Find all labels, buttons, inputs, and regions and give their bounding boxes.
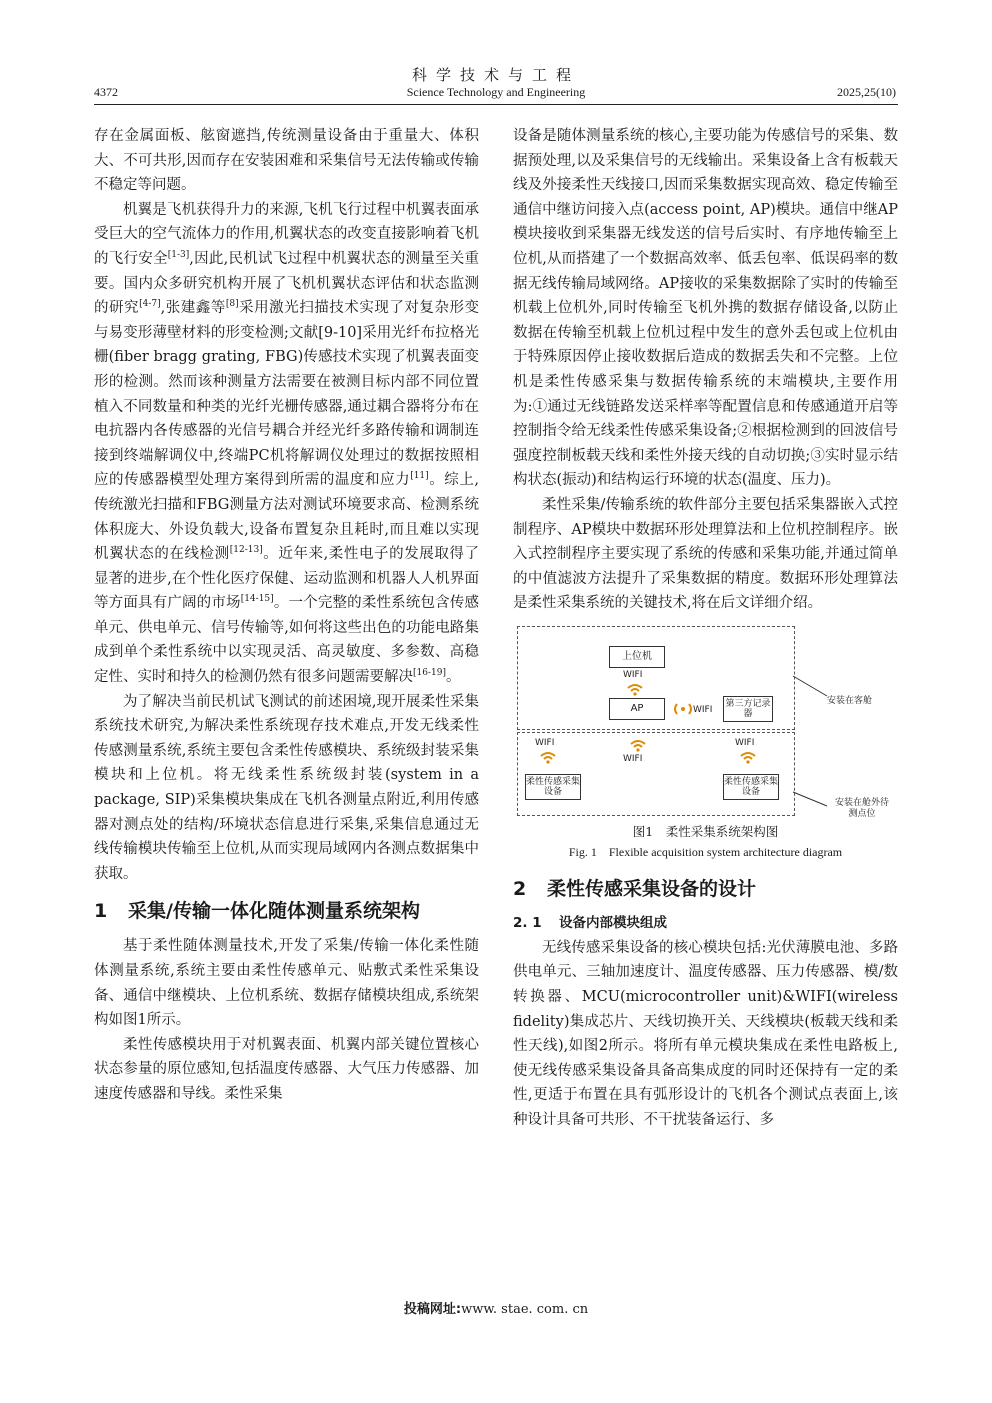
wifi-icon <box>626 682 644 696</box>
wifi-label: WIFI <box>735 737 755 748</box>
wifi-icon <box>629 738 647 752</box>
paragraph: 存在金属面板、舷窗遮挡,传统测量设备由于重量大、体积大、不可共形,因而存在安装困难和采集信号无法传输或传输不稳定等问题。 <box>94 128 479 194</box>
page-number: 4372 <box>94 85 118 99</box>
label-outside: 安装在舱外待测点位 <box>834 797 889 819</box>
header-rule <box>94 104 898 105</box>
sensor-device-node-right: 柔性传感采集设备 <box>723 774 779 800</box>
label-cabin: 安装在客舱 <box>827 695 873 706</box>
paragraph-wing: 机翼是飞机获得升力的来源,飞机飞行过程中机翼表面承受巨大的空气流体力的作用,机翼状态的改变直接影响着飞机的飞行安全[1-3],因此,民机试飞过程中机翼状态的测量至关重要。国内众多研究机构开展了飞机机翼状态评估和状态监测的研究[4-7],张建鑫等[8]采用激光扫描技术实现了对复杂形变与易变形薄壁材料的形变检测;文献[9-10]采用光纤布拉格光栅(fiber bragg grating, FBG)传感技术实现了机翼表面变形的检测。然而该种测量方法需要在被测目标内部不同位置植入不同数量和种类的光纤光栅传感器,通过耦合器将分布在电抗器内各传感器的光信号耦合并经光纤多路传输和调制连接到终端解调仪中,终端PC机将解调仪处理过的数据按照相应的传感器模型处理方案得到所需的温度和应力[11]。综上,传统激光扫描和FBG测量方法对测试环境要求高、检测系统体积庞大、外设负载大,设备布置复杂且耗时,而且难以实现机翼状态的在线检测[12-13]。近年来,柔性电子的发展取得了显著的进步,在个性化医疗保健、运动监测和机器人人机界面等方面具有广阔的市场[14-15]。一个完整的柔性系统包含传感单元、供电单元、信号传输等,如何将这些出色的功能电路集成到单个柔性系统中以实现灵活、高灵敏度、多参数、高稳定性、实时和持久的检测仍然有很多问题需要解决[16-19]。 <box>94 201 480 686</box>
ap-node: AP <box>609 698 665 720</box>
wifi-label: WIFI <box>623 753 643 764</box>
footer-label: 投稿网址: <box>403 1302 462 1317</box>
paragraph: 柔性采集/传输系统的软件部分主要包括采集器嵌入式控制程序、AP模块中数据环形处理算法和上位机控制程序。嵌入式控制程序主要实现了系统的传感和采集功能,并通过简单的中值滤波方法提升了采集数据的精度。数据环形处理算法是柔性采集系统的关键技术,将在后文详细介绍。 <box>513 496 898 612</box>
sensor-device-node-left: 柔性传感采集设备 <box>525 774 581 800</box>
subsection-heading-2-1: 2. 1 设备内部模块组成 <box>513 914 667 931</box>
section-heading-1: 1 采集/传输一体化随体测量系统架构 <box>94 900 420 923</box>
wifi-label: WIFI <box>623 669 643 680</box>
right-column <box>513 124 898 1133</box>
citation: [14-15] <box>240 594 274 605</box>
wifi-icon <box>539 750 557 764</box>
paragraph: 为了解决当前民机试飞测试的前述困境,现开展柔性采集系统技术研究,为解决柔性系统现存技术难点,开发无线柔性传感测量系统,系统主要包含柔性传感模块、系统级封装采集模块和上位机。将无线柔性系统级封装(system in a package, SIP)采集模块集成在飞机各测量点附近,利用传感器对测点处的结构/环境状态信息进行采集,采集信息通过无线传输模块传输至上位机,从而实现局域网内各测点数据集中获取。 <box>94 693 479 882</box>
wifi-label: WIFI <box>535 737 555 748</box>
section-heading-2: 2 柔性传感采集设备的设计 <box>513 877 757 900</box>
figure-caption-en: Fig. 1 Flexible acquisition system architecture diagram <box>568 844 843 859</box>
wifi-label: WIFI <box>693 704 713 715</box>
left-column <box>94 124 479 1107</box>
journal-title-en: Science Technology and Engineering <box>406 85 586 99</box>
citation: [12-13] <box>229 545 263 556</box>
paragraph: 基于柔性随体测量技术,开发了采集/传输一体化柔性随体测量系统,系统主要由柔性传感单元、贴敷式柔性采集设备、通信中继模块、上位机系统、数据存储模块组成,系统架构如图1所示。 <box>94 938 479 1029</box>
wifi-icon <box>673 702 693 716</box>
journal-title-cn: 科学技术与工程 <box>411 66 580 84</box>
footer-url[interactable]: www. stae. com. cn <box>461 1302 589 1317</box>
wifi-icon <box>739 750 757 764</box>
arrow-cabin <box>793 676 827 696</box>
volume-issue: 2025,25(10) <box>837 85 896 99</box>
paragraph: 无线传感采集设备的核心模块包括:光伏薄膜电池、多路供电单元、三轴加速度计、温度传感器、压力传感器、模/数转换器、MCU(microcontroller unit)&WIFI(wireless fidelity)集成芯片、天线切换开关、天线模块(板载天线和柔性天线),如图2所示。将所有单元模块集成在柔性电路板上,使无线传感采集设备具备高集成度的同时还保持有一定的柔性,更适于布置在具有弧形设计的飞机各个测试点表面上,该种设计具备可共形、不干扰装备运行、多 <box>513 939 898 1129</box>
figure-architecture <box>513 626 898 822</box>
upper-computer-node: 上位机 <box>609 646 665 668</box>
citation: [1-3] <box>167 250 190 261</box>
citation: [16-19] <box>413 668 446 679</box>
citation: [4-7] <box>139 299 161 310</box>
footer <box>0 1298 992 1317</box>
figure-caption-cn: 图1 柔性采集系统架构图 <box>632 823 779 839</box>
arrow-outside <box>793 792 827 806</box>
paragraph: 柔性传感模块用于对机翼表面、机翼内部关键位置核心状态参量的原位感知,包括温度传感器、大气压力传感器、加速度传感器和导线。柔性采集 <box>94 1036 479 1102</box>
citation: [11] <box>410 471 429 482</box>
paragraph: 设备是随体测量系统的核心,主要功能为传感信号的采集、数据预处理,以及采集信号的无线输出。采集设备上含有板载天线及外接柔性天线接口,因而采集数据实现高效、稳定传输至通信中继访问接入点(access point, AP)模块。通信中继AP模块接收到采集器无线发送的信号后实时、有序地传输至上位机,从而搭建了一个数据高效率、低丢包率、低误码率的数据无线传输局域网络。AP接收的采集数据除了实时的传输至机载上位机外,同时传输至飞机外携的数据存储设备,以防止数据在传输至机载上位机过程中发生的意外丢包或上位机由于特殊原因停止接收数据后造成的数据丢失和不完整。上位机是柔性传感采集与数据传输系统的末端模块,主要作用为:①通过无线链路发送采样率等配置信息和传感通道开启等控制指令给无线柔性传感采集设备;②根据检测到的回波信号强度控制板载天线和柔性外接天线的自动切换;③实时显示结构状态(振动)和结构运行环境的状态(温度、压力)。 <box>513 128 898 489</box>
third-party-recorder-node: 第三方记录器 <box>723 696 773 722</box>
citation: [8] <box>225 299 239 310</box>
